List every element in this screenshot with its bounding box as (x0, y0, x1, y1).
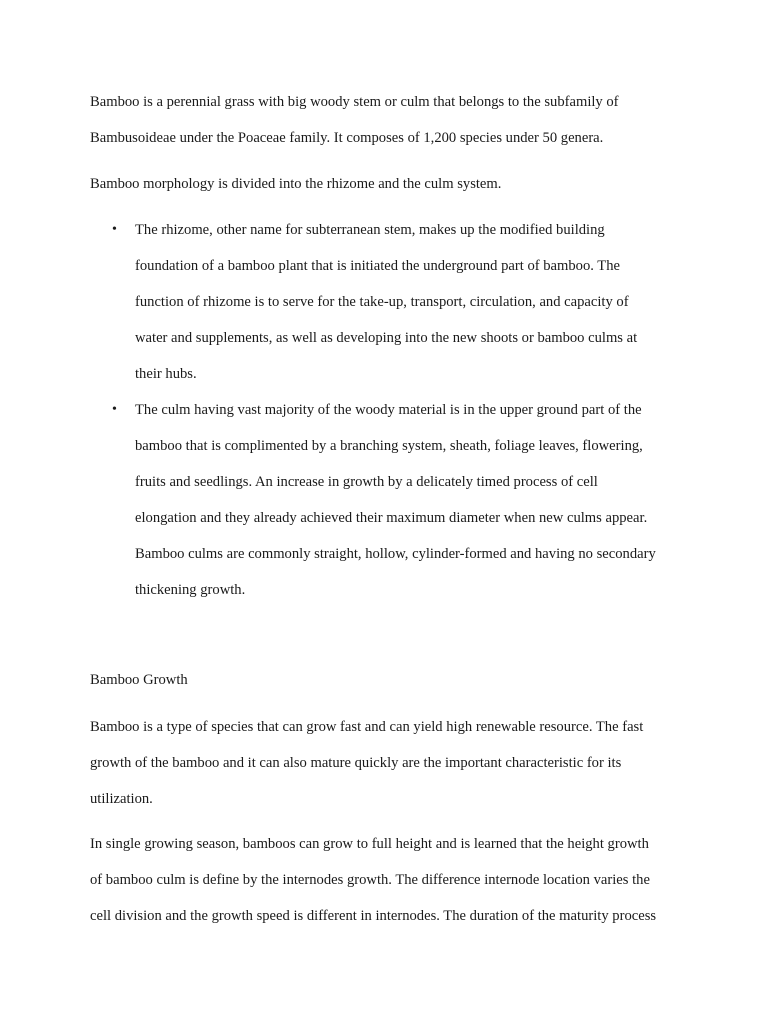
text-line: their hubs. (135, 366, 197, 382)
growth-paragraph-1 (90, 709, 643, 817)
growth-paragraph-2 (90, 826, 656, 934)
text-line: The rhizome, other name for subterranean stem, makes up the modified building (135, 222, 605, 238)
text-line: In single growing season, bamboos can grow to full height and is learned that the height growth (90, 836, 649, 852)
intro-paragraph (90, 84, 619, 156)
text-line: bamboo that is complimented by a branching system, sheath, foliage leaves, flowering, (135, 438, 643, 454)
text-line: utilization. (90, 791, 153, 807)
text-line: Bamboo is a perennial grass with big woody stem or culm that belongs to the subfamily of (90, 94, 619, 110)
text-line: elongation and they already achieved their maximum diameter when new culms appear. (135, 510, 648, 526)
morphology-paragraph (90, 166, 501, 202)
text-line: function of rhizome is to serve for the take-up, transport, circulation, and capacity of (135, 294, 629, 310)
heading-text: Bamboo Growth (90, 672, 188, 688)
text-line: Bamboo morphology is divided into the rhizome and the culm system. (90, 176, 502, 192)
text-line: cell division and the growth speed is different in internodes. The duration of the maturity process (90, 908, 657, 924)
text-line: thickening growth. (135, 582, 246, 598)
text-line: Bamboo is a type of species that can grow fast and can yield high renewable resource. The fast (90, 719, 644, 735)
text-line: growth of the bamboo and it can also mature quickly are the important characteristic for its (90, 755, 622, 771)
text-line: water and supplements, as well as developing into the new shoots or bamboo culms at (135, 330, 638, 346)
text-line: The culm having vast majority of the woody material is in the upper ground part of the (135, 402, 642, 418)
bullet-item-rhizome (90, 212, 656, 392)
bullet-icon: • (112, 222, 117, 237)
morphology-bullet-list (90, 212, 656, 608)
text-line: Bambusoideae under the Poaceae family. It composes of 1,200 species under 50 genera. (90, 130, 604, 146)
section-heading-bamboo-growth (90, 662, 188, 698)
text-line: Bamboo culms are commonly straight, hollow, cylinder-formed and having no secondary (135, 546, 656, 562)
bullet-item-culm (90, 392, 656, 608)
text-line: foundation of a bamboo plant that is initiated the underground part of bamboo. The (135, 258, 620, 274)
text-line: fruits and seedlings. An increase in growth by a delicately timed process of cell (135, 474, 598, 490)
text-line: of bamboo culm is define by the internodes growth. The difference internode location varies the (90, 872, 650, 888)
bullet-icon: • (112, 402, 117, 417)
